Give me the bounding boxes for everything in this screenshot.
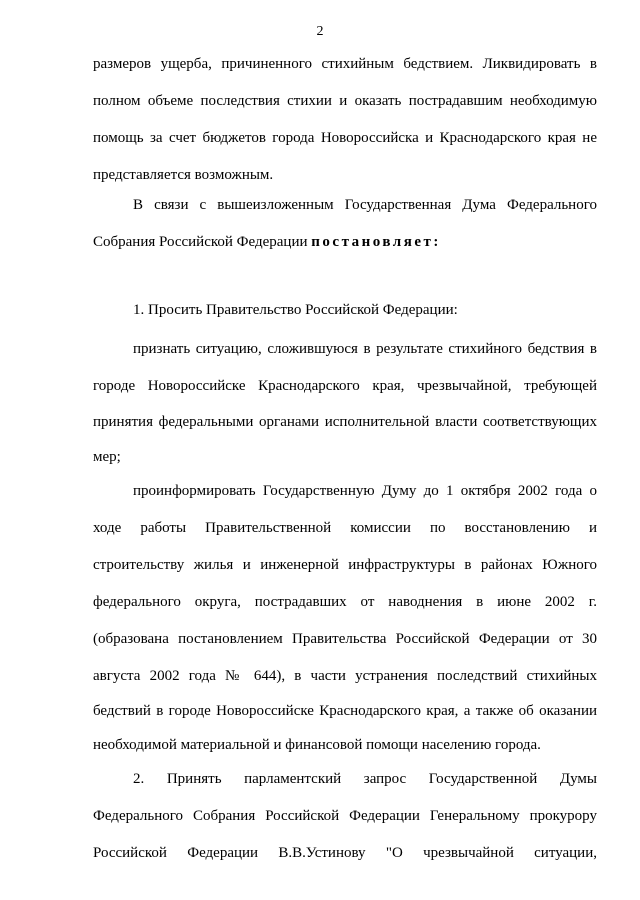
text-line: Федерального Собрания Российской Федерации Генеральному прокурору [93,808,597,824]
text-line: мер; [93,449,121,465]
text-line: строительству жилья и инженерной инфраструктуры в районах Южного [93,557,597,573]
text-line: помощь за счет бюджетов города Новороссийска и Краснодарского края не [93,130,597,146]
text-line: размеров ущерба, причиненного стихийным бедствием. Ликвидировать в [93,56,597,72]
text-line: необходимой материальной и финансовой помощи населению города. [93,737,541,753]
text-line: полном объеме последствия стихии и оказать пострадавшим необходимую [93,93,597,109]
text-line: В связи с вышеизложенным Государственная Дума Федерального [133,197,597,213]
text-line: бедствий в городе Новороссийске Краснодарского края, а также об оказании [93,703,597,719]
page-number: 2 [316,24,324,39]
text-line: ходе работы Правительственной комиссии по восстановлению и [93,520,597,536]
text-line: (образована постановлением Правительства Российской Федерации от 30 [93,631,597,647]
text-line: представляется возможным. [93,167,274,183]
text-line: признать ситуацию, сложившуюся в результате стихийного бедствия в [133,341,597,357]
text-line [93,232,597,252]
text-line: Российской Федерации В.В.Устинову "О чрезвычайной ситуации, [93,845,597,861]
text-line: городе Новороссийске Краснодарского края, чрезвычайной, требующей [93,378,597,394]
text-line: принятия федеральными органами исполнительной власти соответствующих [93,414,597,430]
text-line: федерального округа, пострадавших от наводнения в июне 2002 г. [93,594,597,610]
text-fragment: Собрания Российской Федерации [93,234,308,250]
list-item: 1. Просить Правительство Российской Федерации: [133,302,458,318]
list-item: 2. Принять парламентский запрос Государственной Думы [133,771,597,787]
resolution-keyword: постановляет: [311,234,441,250]
text-line: проинформировать Государственную Думу до 1 октября 2002 года о [133,483,597,499]
text-line: августа 2002 года № 644), в части устранения последствий стихийных [93,668,597,684]
